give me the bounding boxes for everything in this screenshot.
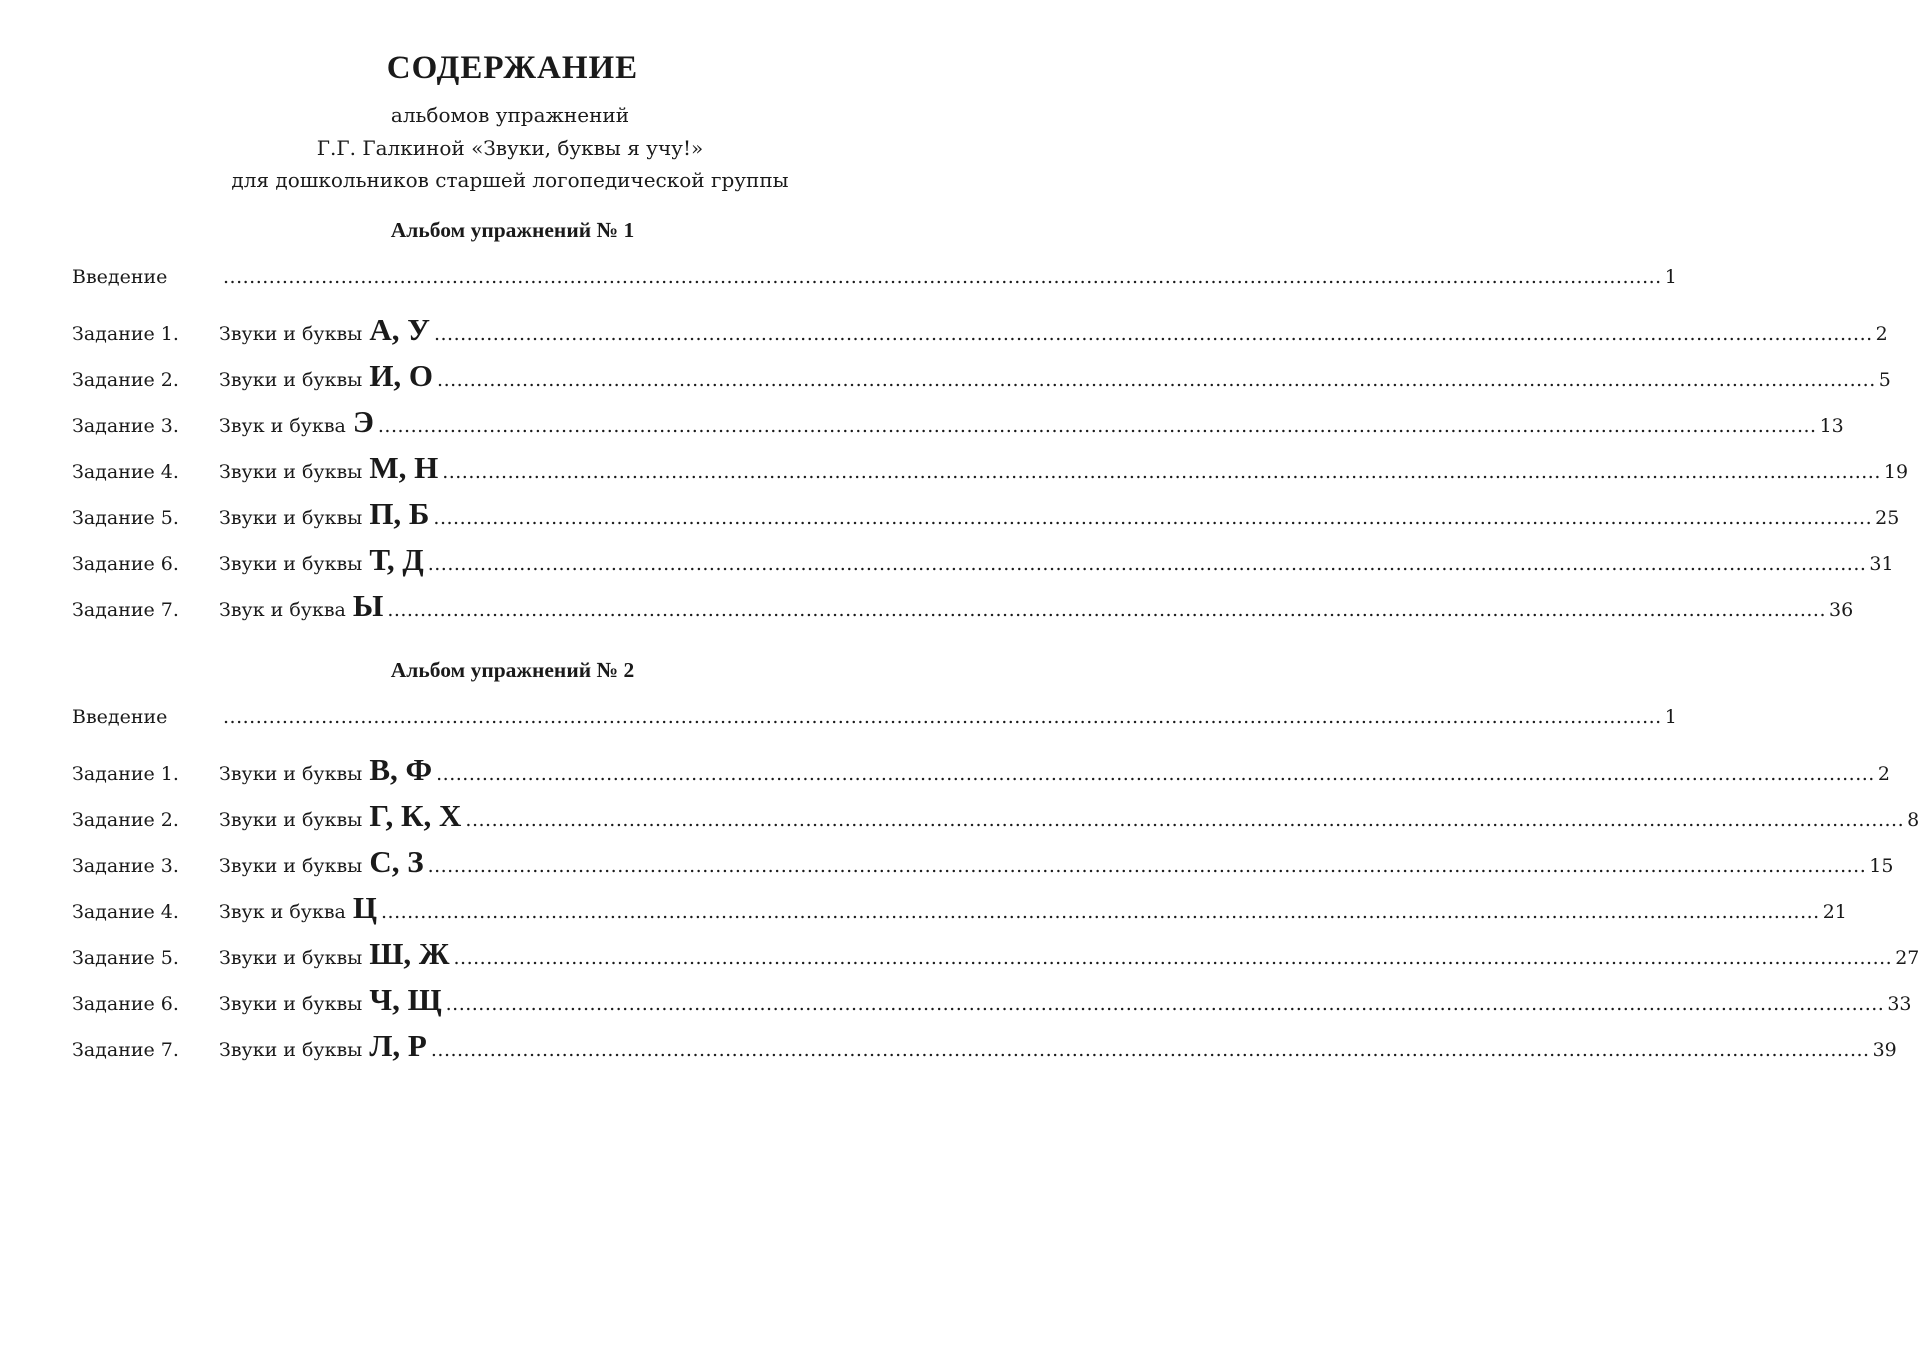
row-leader-dots: ............................................................................................................................................................................................................................ xyxy=(430,1039,1870,1061)
row-letters: С, З xyxy=(369,844,424,879)
row-page-number: 27 xyxy=(1895,947,1919,969)
row-label: Задание 4. xyxy=(72,461,179,483)
row-label: Задание 4. xyxy=(72,901,179,923)
row-leader-dots: ............................................................................................................................................................................................................................ xyxy=(437,369,1876,391)
row-letters: Ч, Щ xyxy=(369,982,442,1017)
row-leader-dots: ............................................................................................................................................................................................................................ xyxy=(223,266,1662,288)
page-title: СОДЕРЖАНИЕ xyxy=(386,50,639,86)
row-leader-dots: ............................................................................................................................................................................................................................ xyxy=(387,599,1827,621)
row-text: Звуки и буквы xyxy=(219,993,363,1015)
row-leader-dots: ............................................................................................................................................................................................................................ xyxy=(433,507,1873,529)
row-label: Задание 5. xyxy=(72,507,179,529)
row-text: Звуки и буквы xyxy=(219,369,363,391)
row-label: Задание 7. xyxy=(72,599,179,621)
row-label: Задание 6. xyxy=(72,993,179,1015)
row-leader-dots: ............................................................................................................................................................................................................................ xyxy=(436,763,1875,785)
toc-row[interactable] xyxy=(72,542,1894,588)
row-page-number: 13 xyxy=(1819,415,1844,437)
row-letters: А, У xyxy=(369,312,430,347)
album-1-heading: Альбом упражнений № 1 xyxy=(390,218,635,242)
row-label: Задание 3. xyxy=(72,415,179,437)
row-page-number: 1 xyxy=(1664,266,1677,288)
toc-row[interactable] xyxy=(72,844,1894,890)
row-leader-dots: ............................................................................................................................................................................................................................ xyxy=(427,553,1867,575)
row-letters: Г, К, Х xyxy=(369,798,462,833)
row-text: Звуки и буквы xyxy=(219,461,363,483)
toc-row[interactable] xyxy=(72,890,1847,936)
row-letters: И, О xyxy=(369,358,434,393)
row-letters: Ы xyxy=(352,588,384,623)
row-letters: Э xyxy=(352,404,374,439)
row-page-number: 5 xyxy=(1878,369,1891,391)
row-text: Звуки и буквы xyxy=(219,507,363,529)
row-leader-dots: ............................................................................................................................................................................................................................ xyxy=(433,323,1873,345)
row-label: Задание 2. xyxy=(72,809,179,831)
row-text: Звук и буква xyxy=(219,415,346,437)
row-label: Задание 2. xyxy=(72,369,179,391)
row-label: Задание 6. xyxy=(72,553,179,575)
row-page-number: 25 xyxy=(1875,507,1900,529)
subtitle-line-3: для дошкольников старшей логопедической группы xyxy=(231,168,789,192)
row-text: Звуки и буквы xyxy=(219,323,363,345)
toc-row[interactable] xyxy=(72,752,1890,798)
row-page-number: 39 xyxy=(1872,1039,1897,1061)
row-page-number: 36 xyxy=(1829,599,1854,621)
row-text: Звуки и буквы xyxy=(219,809,363,831)
row-page-number: 33 xyxy=(1887,993,1912,1015)
row-page-number: 21 xyxy=(1822,901,1847,923)
toc-row[interactable] xyxy=(72,266,1677,312)
row-leader-dots: ............................................................................................................................................................................................................................ xyxy=(465,809,1905,831)
toc-row[interactable] xyxy=(72,706,1677,752)
row-page-number: 19 xyxy=(1883,461,1909,483)
row-text: Звуки и буквы xyxy=(219,763,363,785)
row-letters: М, Н xyxy=(369,450,439,485)
toc-row[interactable] xyxy=(72,404,1844,450)
row-text: Звуки и буквы xyxy=(219,947,363,969)
row-label: Задание 3. xyxy=(72,855,179,877)
row-leader-dots: ............................................................................................................................................................................................................................ xyxy=(380,901,1820,923)
row-text: Звуки и буквы xyxy=(219,553,363,575)
row-letters: П, Б xyxy=(369,496,430,531)
row-text: Звук и буква xyxy=(219,901,346,923)
row-letters: Т, Д xyxy=(369,542,424,577)
row-label: Введение xyxy=(72,266,168,288)
toc-row[interactable] xyxy=(72,1028,1897,1074)
row-label: Задание 5. xyxy=(72,947,179,969)
row-leader-dots: ............................................................................................................................................................................................................................ xyxy=(223,706,1662,728)
row-page-number: 2 xyxy=(1877,763,1890,785)
toc-row[interactable] xyxy=(72,798,1919,844)
toc-row[interactable] xyxy=(72,588,1854,634)
row-label: Введение xyxy=(72,706,168,728)
row-leader-dots: ............................................................................................................................................................................................................................ xyxy=(445,993,1885,1015)
toc-row[interactable] xyxy=(72,936,1919,982)
row-leader-dots: ............................................................................................................................................................................................................................ xyxy=(377,415,1817,437)
row-text: Звуки и буквы xyxy=(219,1039,363,1061)
toc-row[interactable] xyxy=(72,358,1891,404)
row-text: Звук и буква xyxy=(219,599,346,621)
row-label: Задание 1. xyxy=(72,763,179,785)
subtitle-line-2: Г.Г. Галкиной «Звуки, буквы я учу!» xyxy=(316,136,704,160)
row-page-number: 8 xyxy=(1907,809,1919,831)
row-page-number: 1 xyxy=(1664,706,1677,728)
row-text: Звуки и буквы xyxy=(219,855,363,877)
album-2-heading: Альбом упражнений № 2 xyxy=(390,658,635,682)
row-leader-dots: ............................................................................................................................................................................................................................ xyxy=(427,855,1867,877)
toc-row[interactable] xyxy=(72,496,1900,542)
row-leader-dots: ............................................................................................................................................................................................................................ xyxy=(442,461,1881,483)
toc-row[interactable] xyxy=(72,982,1912,1028)
toc-row[interactable] xyxy=(72,312,1888,358)
row-page-number: 31 xyxy=(1869,553,1894,575)
row-letters: Ц xyxy=(352,890,377,925)
subtitle-line-1: альбомов упражнений xyxy=(390,103,630,127)
row-page-number: 15 xyxy=(1869,855,1894,877)
row-label: Задание 7. xyxy=(72,1039,179,1061)
row-letters: Ш, Ж xyxy=(369,936,450,971)
row-label: Задание 1. xyxy=(72,323,179,345)
row-letters: Л, Р xyxy=(369,1028,427,1063)
row-page-number: 2 xyxy=(1875,323,1888,345)
row-leader-dots: ............................................................................................................................................................................................................................ xyxy=(453,947,1893,969)
toc-row[interactable] xyxy=(72,450,1909,496)
row-letters: В, Ф xyxy=(369,752,433,787)
